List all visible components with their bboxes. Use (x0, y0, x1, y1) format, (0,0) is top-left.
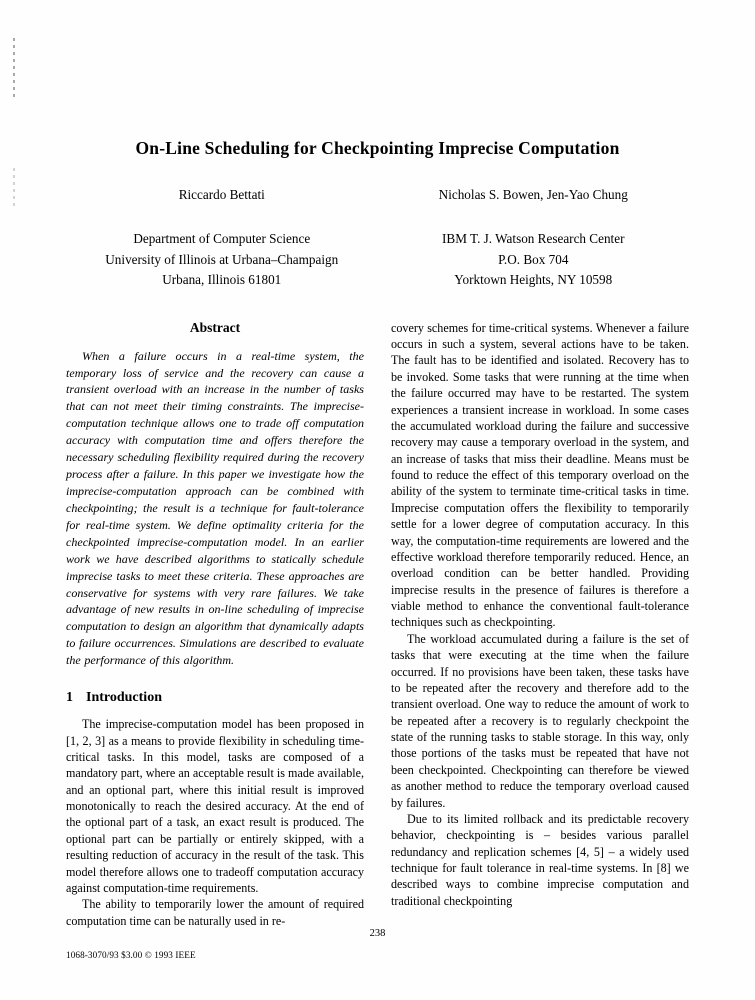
column-left (66, 320, 364, 929)
paragraph-intro-3: The workload accumulated during a failure is the set of tasks that were executing at the time when the failure occurred. If no provisions have been taken, these tasks have to be repeated after the recovery and therefore add to the transient overload. One way to reduce the amount of work to be repeated after a recovery is to regularly checkpoint the state of the running tasks to stable storage. In this way, only those portions of the tasks must be repeated that have not been checkpointed. Checkpointing can therefore be viewed as another method to reduce the temporary overload caused by failures. (391, 631, 689, 810)
paragraph-intro-2-part-b: covery schemes for time-critical systems. Whenever a failure occurs in such a system, several actions have to be taken. The fault has to be identified and isolated. Recovery has to be invoked. Some tasks that were running at the time when the failure occurred may have to be restarted. The system experiences a transient increase in workload. In some cases the accumulated workload during the failure and successive recovery may cause a temporary overload in the system, and an increase of tasks that miss their deadline. Means must be found to reduce the effect of this temporary overload on the ability of the system to terminate time-critical tasks in time. Imprecise computation offers the flexibility to temporarily settle for a lower degree of computation accuracy. In this way, the computation-time requirements are lowered and the effective workload therefore temporarily reduced. Hence, an overload condition can be better handled. Providing imprecise results in the presence of failures is therefore a viable method to enhance the conventional fault-tolerance techniques such as checkpointing. (391, 320, 689, 630)
body-columns (66, 320, 689, 929)
affiliation-left-line-1: Department of Computer Science (133, 231, 311, 247)
section-title: Introduction (86, 690, 162, 706)
scan-artifact-upper (13, 38, 15, 100)
affiliation-left-line-2: University of Illinois at Urbana–Champaign (105, 251, 339, 267)
abstract-body: When a failure occurs in a real-time system, the temporary loss of service and the recovery can cause a transient overload with an increase in the number of tasks that can not meet their timing constraints. The imprecise-computation technique allows one to trade off computation accuracy with computation time and offers therefore the necessary scheduling flexibility required during the recovery process after a failure. In this paper we investigate how the imprecise-computation approach can be combined with checkpointing; the result is a technique for fault-tolerance for real-time system. We define optimality criteria for the checkpointed imprecise-computation model. In an earlier work we have described algorithms to statically schedule imprecise tasks to meet these criteria. These approaches are conservative for systems with very rare failures. We take advantage of new results in on-line scheduling of imprecise computation to design an algorithm that dynamically adapts to failure occurrences. Simulations are described to evaluate the performance of this algorithm. (66, 348, 364, 668)
affiliation-right (378, 229, 690, 289)
author-left: Riccardo Bettati (178, 187, 265, 202)
column-right (391, 320, 689, 929)
paragraph-intro-4: Due to its limited rollback and its predictable recovery behavior, checkpointing is – besides various parallel redundancy and replication schemes [4, 5] – a widely used technique for fault tolerance in real-time systems. In [8] we described ways to combine imprecise computation and traditional checkpointing (391, 811, 689, 908)
affiliation-right-line-2: P.O. Box 704 (498, 251, 569, 267)
affiliations-row (66, 229, 689, 289)
page-number: 238 (369, 928, 386, 939)
abstract-heading: Abstract (189, 319, 241, 335)
affiliation-right-line-1: IBM T. J. Watson Research Center (442, 231, 625, 247)
scan-artifact-lower (13, 168, 15, 210)
copyright-notice: 1068-3070/93 $3.00 © 1993 IEEE (66, 950, 196, 960)
page-title: On-Line Scheduling for Checkpointing Imprecise Computation (135, 138, 620, 158)
author-right: Nicholas S. Bowen, Jen-Yao Chung (438, 187, 628, 202)
section-heading-introduction (66, 690, 364, 706)
authors-row (66, 185, 689, 205)
page-content (66, 0, 689, 929)
paragraph-intro-1: The imprecise-computation model has been proposed in [1, 2, 3] as a means to provide flexibility in scheduling time-critical tasks. In this model, tasks are composed of a mandatory part, where an acceptable result is made available, and an optional part, where this initial result is improved monotonically to reach the desired accuracy. At the end of the optional part of a task, an exact result is produced. The optional part can be partially or entirely skipped, with a resulting reduction of accuracy in the result of the task. This model therefore allows one to tradeoff computation accuracy against computation-time requirements. (66, 717, 364, 895)
affiliation-left (66, 229, 378, 289)
section-number: 1 (66, 690, 73, 706)
paragraph-intro-2-part-a: The ability to temporarily lower the amount of required computation time can be naturally used in re- (66, 897, 364, 928)
affiliation-left-line-3: Urbana, Illinois 61801 (162, 271, 282, 287)
affiliation-right-line-3: Yorktown Heights, NY 10598 (454, 271, 613, 287)
